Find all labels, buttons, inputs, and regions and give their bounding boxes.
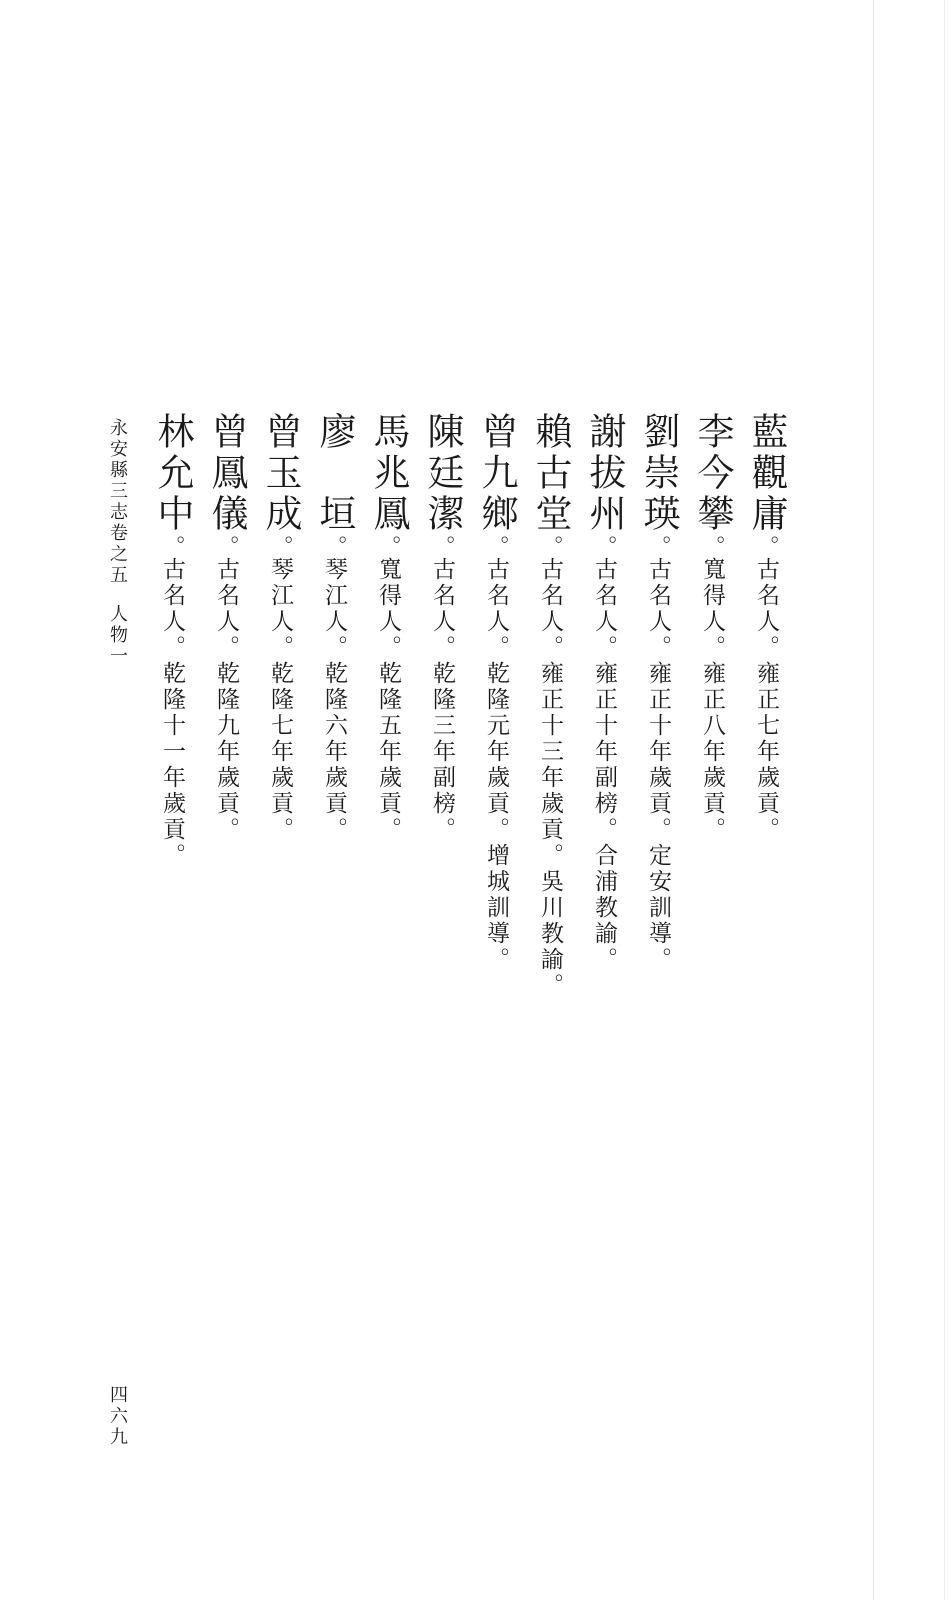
- entry-detail: 寬得人。乾隆五年歲貢。: [375, 557, 401, 843]
- entry-detail: 古名人。雍正七年歲貢。: [753, 557, 779, 843]
- entry-detail: 古名人。乾隆元年歲貢。增城訓導。: [483, 557, 509, 973]
- entry-column: [367, 412, 410, 843]
- entry-column: [205, 412, 248, 843]
- entry-detail: 古名人。雍正十年副榜。合浦教諭。: [591, 557, 617, 973]
- name-separator: 。: [160, 535, 185, 557]
- name-separator: 。: [214, 535, 239, 557]
- entry-detail: 琴江人。乾隆七年歲貢。: [267, 557, 293, 843]
- entry-detail: 古名人。雍正十年歲貢。定安訓導。: [645, 557, 671, 973]
- running-header: [104, 418, 130, 667]
- page-edge-line: [873, 0, 874, 1600]
- name-separator: 。: [754, 535, 779, 557]
- entry-detail: 寬得人。雍正八年歲貢。: [699, 557, 725, 843]
- entry-name: 馬兆鳳: [367, 412, 410, 535]
- name-separator: 。: [376, 535, 401, 557]
- entry-column: [313, 412, 356, 843]
- entry-column: [421, 412, 464, 843]
- entry-name: 李今攀: [691, 412, 734, 535]
- entry-name: 曾九鄉: [475, 412, 518, 535]
- entry-name: 曾鳳儀: [205, 412, 248, 535]
- entry-name: 賴古堂: [529, 412, 572, 535]
- name-separator: 。: [592, 535, 617, 557]
- entry-detail: 古名人。乾隆九年歲貢。: [213, 557, 239, 843]
- entry-detail: 古名人。乾隆三年副榜。: [429, 557, 455, 843]
- entry-detail: 古名人。雍正十三年歲貢。吳川教諭。: [537, 557, 563, 999]
- name-separator: 。: [700, 535, 725, 557]
- entry-column: [583, 412, 626, 973]
- page-edge-line: [944, 0, 945, 1600]
- page-number: 四六九: [107, 1385, 128, 1448]
- name-separator: 。: [646, 535, 671, 557]
- entry-column: [475, 412, 518, 973]
- name-separator: 。: [538, 535, 563, 557]
- entry-name: 林允中: [151, 412, 194, 535]
- entry-name: 劉崇瑛: [637, 412, 680, 535]
- entry-column: [637, 412, 680, 973]
- entry-column: [151, 412, 194, 869]
- name-separator: 。: [484, 535, 509, 557]
- name-separator: 。: [268, 535, 293, 557]
- entry-column: [745, 412, 788, 843]
- entry-name: 陳廷潔: [421, 412, 464, 535]
- entry-name: 藍觀庸: [745, 412, 788, 535]
- entry-name: 曾玉成: [259, 412, 302, 535]
- entry-name: 廖 垣: [313, 412, 356, 535]
- book-title: 永安縣三志卷之五: [107, 418, 128, 586]
- entry-column: [691, 412, 734, 843]
- entry-name: 謝拔州: [583, 412, 626, 535]
- entry-detail: 古名人。乾隆十一年歲貢。: [159, 557, 185, 869]
- name-separator: 。: [322, 535, 347, 557]
- name-separator: 。: [430, 535, 455, 557]
- entry-column: [529, 412, 572, 999]
- section-title: 人物一: [107, 604, 128, 667]
- entry-detail: 琴江人。乾隆六年歲貢。: [321, 557, 347, 843]
- entry-column: [259, 412, 302, 843]
